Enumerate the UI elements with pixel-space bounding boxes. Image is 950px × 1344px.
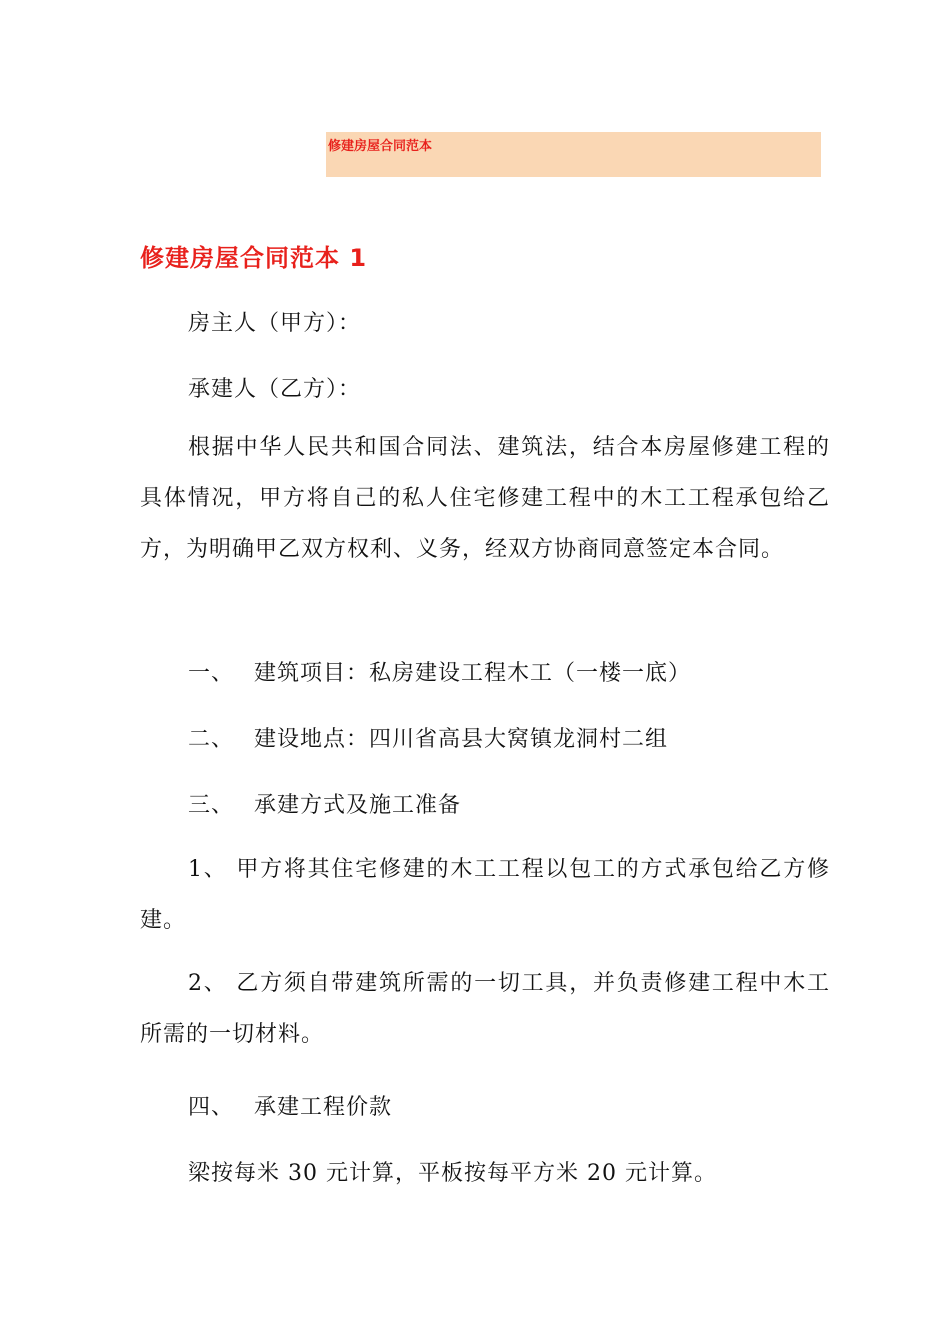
section-text: 承建方式及施工准备 [254, 793, 462, 818]
clause-2-paragraph: 2、 乙方须自带建筑所需的一切工具，并负责修建工程中木工所需的一切材料。 [140, 971, 830, 1047]
clause-1-paragraph: 1、 甲方将其住宅修建的木工工程以包工的方式承包给乙方修建。 [140, 857, 830, 933]
price-line: 梁按每米 30 元计算，平板按每平方米 20 元计算。 [188, 1161, 717, 1186]
party-b-line: 承建人（乙方）： [188, 377, 362, 402]
section-number: 二、 [188, 727, 235, 752]
section-text: 建筑项目：私房建设工程木工（一楼一底） [254, 661, 692, 686]
section-item [188, 656, 691, 687]
section-number: 三、 [188, 793, 235, 818]
section-item [188, 722, 668, 753]
section-number: 一、 [188, 661, 235, 686]
header-banner [326, 132, 821, 177]
document-title: 修建房屋合同范本 1 [140, 244, 368, 272]
header-banner-text: 修建房屋合同范本 [328, 139, 433, 154]
section-text: 建设地点：四川省高县大窝镇龙洞村二组 [254, 727, 669, 752]
section-item [188, 788, 461, 819]
section-number: 四、 [188, 1095, 235, 1120]
section-text: 承建工程价款 [254, 1095, 393, 1120]
intro-paragraph: 根据中华人民共和国合同法、建筑法，结合本房屋修建工程的具体情况，甲方将自己的私人住宅修建工程中的木工工程承包给乙方，为明确甲乙双方权利、义务，经双方协商同意签定本合同。 [140, 435, 830, 562]
section-item [188, 1090, 392, 1121]
party-a-line: 房主人（甲方）： [188, 311, 362, 336]
